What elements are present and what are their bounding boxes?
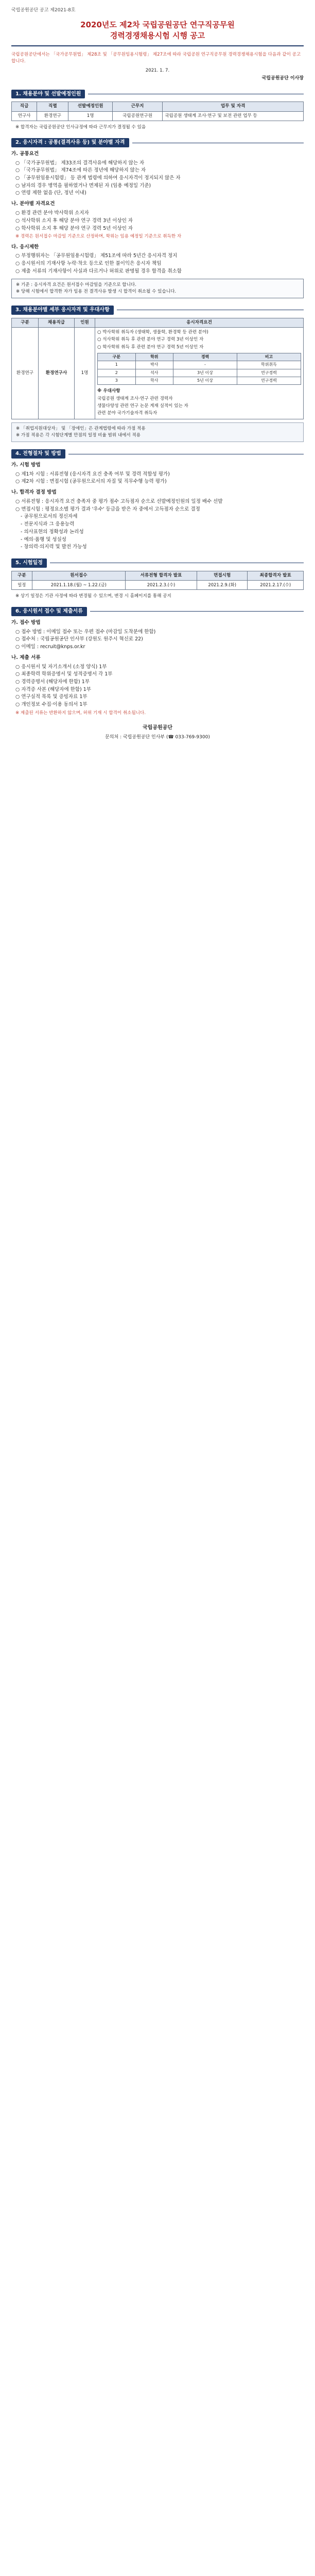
schedule-col: 면접시험 [197,571,247,580]
special-head: 나. 분야별 자격요건 [11,201,55,207]
inner-cell: 5년 이상 [173,377,237,385]
box-line: ※ 기준 : 응시자격 요건은 원서접수 마감일을 기준으로 합니다. [16,282,136,287]
col-place: 근무지 [112,102,162,111]
list-item: ○ 자격증 사본 (해당자에 한함) 1부 [15,686,304,694]
schedule-cell: 2021.2.9.(화) [197,580,247,589]
list-item: ○ 연령 제한 없음 (단, 정년 이내) [15,190,304,197]
docs-note: ※ 제출된 서류는 반환하지 않으며, 허위 기재 시 합격이 취소됩니다. [15,710,146,716]
inner-cell: 학위취득 [237,361,301,369]
inner-cell: - [173,361,237,369]
list-item: ○ 이메일 : recruit@knps.or.kr [15,643,304,651]
table-row [98,361,301,369]
cell-place: 국립공원연구원 [112,111,162,121]
cell-count: 1명 [68,111,112,121]
preference-line: 국립공원 생태계 조사·연구 관련 경력자 [97,396,173,401]
inner-cell: 연구경력 [237,377,301,385]
table-row [12,580,304,589]
qual-line: ○ 학사학위 취득 후 관련 분야 연구 경력 5년 이상인 자 [97,344,204,350]
cell-role: 환경연구사 [39,327,75,419]
list-item: ○ 접수 방법 : 이메일 접수 또는 우편 접수 (마감일 도착분에 한함) [15,629,304,636]
list-item: ○ 「공무원임용시험령」 등 관계 법령에 의하여 응시자격이 정지되지 않은 자 [15,175,304,182]
inner-cell: 3 [98,377,136,385]
col-type: 구분 [12,318,39,327]
schedule-table [11,571,304,590]
col-qualification: 응시자격요건 [95,318,304,327]
list-item: ○ 환경 관련 분야 박사학위 소지자 [15,210,304,217]
inner-cell: 연구경력 [237,369,301,377]
criteria-box [11,279,304,299]
section-1-label: 1. 채용분야 및 선발예정인원 [11,90,85,99]
table-row [12,327,304,419]
list-item: ○ 남자의 경우 병역을 필하였거나 면제된 자 (임용 예정일 기준) [15,182,304,190]
footer-contact: 문의처 : 국립공원공단 인사부 (☎ 033-769-9300) [105,734,210,740]
list-item: - 창의력·의지력 및 발전 가능성 [21,544,304,551]
page-title-line1: 2020년도 제2차 국립공원공단 연구직공무원 [80,20,235,29]
box-line: ※ 당해 시험에서 합격한 자가 임용 전 결격사유 발생 시 합격이 취소될 수 있습니다. [16,289,177,294]
intro-date: 2021. 1. 7. [145,67,170,73]
schedule-col: 원서접수 [32,571,125,580]
preference-line: 생물다양성 관련 연구 논문 게재 실적이 있는 자 [97,403,188,409]
schedule-note: ※ 상기 일정은 기관 사정에 따라 변경될 수 있으며, 변경 시 홈페이지를 통해 공지 [15,593,171,599]
table-row [12,111,304,121]
inner-col: 구분 [98,353,136,361]
schedule-col: 최종합격자 발표 [248,571,304,580]
section-3-heading [11,306,304,315]
col-headcount: 인원 [75,318,95,327]
col-series: 직렬 [37,102,68,111]
common-head: 가. 공통요건 [11,150,39,157]
section-6-heading [11,607,304,616]
list-item: - 의사표현의 정확성과 논리성 [21,529,304,536]
list-item: ○ 경력증명서 (해당자에 한함) 1부 [15,679,304,686]
section-3-label: 3. 채용분야별 세부 응시자격 및 우대사항 [11,306,114,315]
docs-list [11,664,304,709]
schedule-cell: 2021.2.17.(수) [248,580,304,589]
section-4-label: 4. 전형절차 및 방법 [11,449,65,459]
inner-cell: 박사 [135,361,173,369]
docs-head: 나. 제출 서류 [11,654,41,660]
degree-table [97,353,301,385]
note-line: ※ 가점 적용은 각 시험단계별 만점의 일정 비율 범위 내에서 적용 [16,433,141,438]
bonus-note-box [11,422,304,443]
document-page [0,0,315,757]
section-6-label: 6. 응시원서 접수 및 제출서류 [11,607,87,616]
section-rule [90,611,304,612]
inner-cell: 1 [98,361,136,369]
special-list [11,210,304,232]
table-row [98,377,301,385]
inner-cell: 학사 [135,377,173,385]
schedule-cell: 2021.2.3.(수) [126,580,197,589]
list-item: - 예의·품행 및 성실성 [21,536,304,544]
eval-items [11,513,304,551]
schedule-col: 서류전형 합격자 발표 [126,571,197,580]
footer-org: 국립공원공단 [143,725,172,731]
inner-col: 경력 [173,353,237,361]
intro-org: 국립공원공단 이사장 [261,75,304,81]
cell-qualification [95,327,304,419]
list-item: ○ 접수처 : 국립공원공단 인사부 (강원도 원주시 혁신로 22) [15,636,304,643]
list-item: ○ 면접시험 : 평정요소별 평가 결과 '우수' 등급을 받은 자 중에서 고득점자 순으로 결정 [15,506,304,514]
restriction-list [11,252,304,275]
schedule-cell: 일정 [12,580,32,589]
section-5-label: 5. 시험일정 [11,558,47,568]
list-item: ○ 부정행위자는 「공무원임용시험령」 제51조에 따라 5년간 응시자격 정지 [15,252,304,260]
note-line: ※ 「취업지원대상자」 및 「장애인」은 관계법령에 따라 가점 적용 [16,426,146,431]
list-item: ○ 석사학위 소지 후 해당 분야 연구 경력 3년 이상인 자 [15,217,304,225]
special-note: ※ 경력은 원서접수 마감일 기준으로 산정하며, 학위는 임용 예정일 기준으로 취득한 자 [15,234,182,240]
list-item: - 공무원으로서의 정신자세 [21,513,304,521]
cell-type: 환경연구 [12,327,39,419]
list-item: ○ 응시원서 및 자기소개서 (소정 양식) 1부 [15,664,304,671]
qual-line: ○ 박사학위 취득자 (생태학, 생물학, 환경학 등 관련 분야) [97,329,208,335]
section-2-label: 2. 응시자격 : 공통(결격사유 등) 및 분야별 자격 [11,138,129,147]
restriction-head: 다. 응시제한 [11,244,39,250]
list-item: - 전문지식과 그 응용능력 [21,521,304,529]
page-title-line2: 경력경쟁채용시험 시행 공고 [110,30,205,40]
list-item: ○ 제출 서류의 기재사항이 사실과 다르거나 허위로 판명될 경우 합격을 취소함 [15,268,304,276]
section-2-heading [11,138,304,147]
list-item: ○ 학사학위 소지 후 해당 분야 연구 경력 5년 이상인 자 [15,225,304,233]
col-duty: 업무 및 자격 [163,102,304,111]
cell-headcount: 1명 [75,327,95,419]
preference-head: ※ 우대사항 [97,388,120,394]
intro-text: 국립공원공단에서는 「국가공무원법」 제28조 및 「공무원임용시험령」 제27조에 따라 국립공원 연구직공무원 경력경쟁채용시험을 다음과 같이 공고합니다. [11,52,301,64]
steps-head: 가. 시험 방법 [11,462,41,468]
list-item: ○ 제2차 시험 : 면접시험 (공무원으로서의 자질 및 직무수행 능력 평가) [15,478,304,486]
section-4-heading [11,449,304,459]
qualification-table [11,318,304,419]
notice-ref: 국립공원공단 공고 제2021-8호 [11,8,76,13]
list-item: ○ 「국가공무원법」 제33조의 결격사유에 해당하지 않는 자 [15,160,304,167]
cell-duty: 국립공원 생태계 조사·연구 및 보전 관련 업무 등 [163,111,304,121]
inner-col: 학위 [135,353,173,361]
inner-cell: 2 [98,369,136,377]
inner-cell: 석사 [135,369,173,377]
col-count: 선발예정인원 [68,102,112,111]
cell-grade: 연구사 [12,111,37,121]
preference-line: 관련 분야 국가기술자격 취득자 [97,411,157,416]
cell-series: 환경연구 [37,111,68,121]
criteria-head: 나. 합격자 결정 방법 [11,489,57,496]
list-item: ○ 응시원서의 기재사항 누락·착오 등으로 인한 불이익은 응시자 책임 [15,260,304,268]
criteria-list [11,498,304,513]
method-list [11,629,304,651]
list-item: ○ 「국가공무원법」 제74조에 따른 정년에 해당하지 않는 자 [15,167,304,175]
section-1-heading [11,90,304,99]
method-head: 가. 접수 방법 [11,619,41,625]
steps-list [11,471,304,486]
col-role: 채용직급 [39,318,75,327]
list-item: ○ 연구실적 목록 및 증빙자료 1부 [15,693,304,701]
qual-line: ○ 석사학위 취득 후 관련 분야 연구 경력 3년 이상인 자 [97,337,204,343]
list-item: ○ 최종학력 학위증명서 및 성적증명서 각 1부 [15,671,304,679]
title-box [11,16,304,46]
inner-col: 비고 [237,353,301,361]
section-1-note: ※ 합격자는 국립공원공단 인사규정에 따라 근무지가 결정될 수 있음 [15,124,146,130]
list-item: ○ 제1차 시험 : 서류전형 (응시자격 요건 충족 여부 및 경력 적합성 평가) [15,471,304,479]
recruitment-table [11,101,304,121]
common-list [11,160,304,198]
table-row [98,369,301,377]
schedule-cell: 2021.1.18.(월) ~ 1.22.(금) [32,580,125,589]
list-item: ○ 개인정보 수집·이용 동의서 1부 [15,701,304,709]
list-item: ○ 서류전형 : 응시자격 요건 충족자 중 평가 점수 고득점자 순으로 선발예정인원의 일정 배수 선발 [15,498,304,506]
section-5-heading [11,558,304,568]
schedule-col: 구분 [12,571,32,580]
col-grade: 직급 [12,102,37,111]
inner-cell: 3년 이상 [173,369,237,377]
